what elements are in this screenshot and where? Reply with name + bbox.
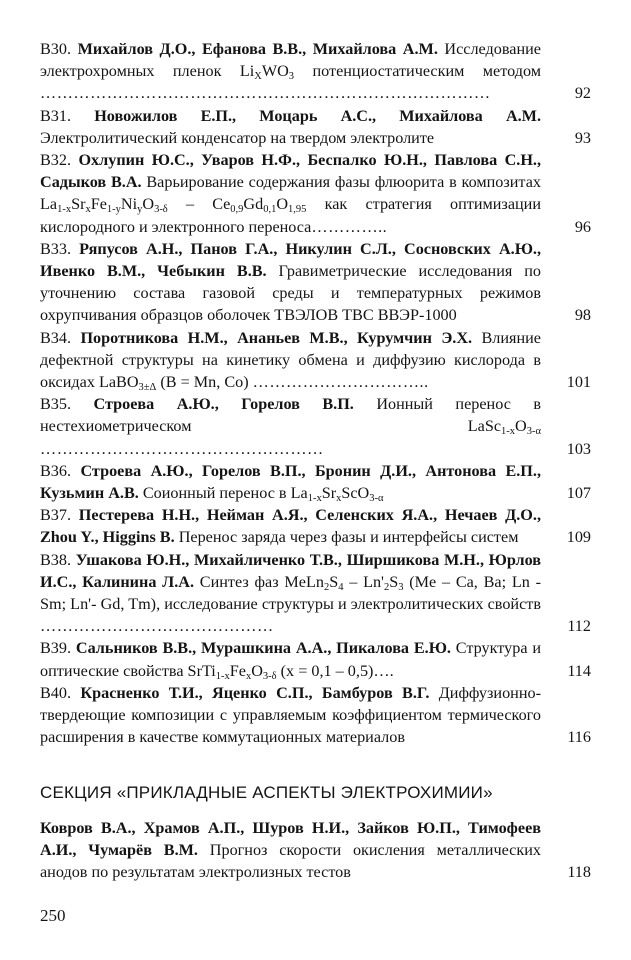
entry-title-part: Структура и оптические свойства SrTi <box>40 639 541 680</box>
entry-authors: Ушакова Ю.Н., Михайличенко Т.В., Ширшикова М.Н., Юрлов И.С., Калинина Л.А. <box>40 550 541 591</box>
entry-subscript: 1-x <box>57 204 72 216</box>
entry-title-part: Fe <box>229 661 246 680</box>
entry-title-part: (B = Mn, Co) <box>156 373 253 392</box>
entry-page: 92 <box>574 84 591 103</box>
entry-page: 114 <box>567 661 591 680</box>
entry-code: В40. <box>40 683 72 702</box>
entry-page: 118 <box>567 862 591 881</box>
entry-title-part: Влияние дефектной структуры на кинетику обмена и диффузию кислорода в оксидах LaBO <box>40 328 541 392</box>
entry-text <box>40 682 541 749</box>
entry-text <box>40 393 541 460</box>
entry-subscript: 3-α <box>369 493 384 505</box>
entry-title-part: O <box>515 417 527 436</box>
entry-title-part: Ni <box>120 195 138 214</box>
entry-text <box>40 105 541 149</box>
entry-subscript: 1,95 <box>288 204 307 216</box>
entry-text <box>40 327 541 394</box>
entry-title-part: Соионный перенос в La <box>138 484 308 503</box>
toc-entry <box>40 637 591 681</box>
entry-code: В32. <box>40 151 72 170</box>
entry-title-part: Гравиметрические исследования по уточнению состава газовой среды и температурных режимов охрупчивания образцов оболочек ТВЭЛОВ ТВС ВВЭР-1000 <box>40 262 542 325</box>
entry-title-part: Sr <box>71 195 86 214</box>
entry-authors: Строева А.Ю., Горелов В.П., Бронин Д.И., Антонова Е.П., Кузьмин А.В. <box>40 461 541 503</box>
entry-authors: Ковров В.А., Храмов А.П., Шуров Н.И., Зайков Ю.П., Тимофеев А.И., Чумарёв В.М. <box>40 818 541 859</box>
entry-text <box>40 637 541 681</box>
entry-title-part: (Me – Ca, Ba; Ln - Sm; Ln'- Gd, Tm), исследование структуры и электролитических свойств <box>40 572 541 614</box>
entry-authors: Поротникова Н.М., Ананьев М.В., Курумчин Э.Х. <box>80 328 473 347</box>
entry-subscript: 3 <box>288 71 295 83</box>
entry-title-part: Варьирование содержания фазы флюорита в композитах La <box>40 173 541 214</box>
entry-subscript: 4 <box>338 581 344 593</box>
toc-entry <box>40 149 591 238</box>
entry-code: В37. <box>40 506 72 525</box>
entry-code: В38. <box>40 550 72 569</box>
entry-page: 107 <box>566 484 591 503</box>
entry-leader-dots: ……………………………………………………………………… <box>40 84 491 103</box>
entry-title-part: Ионный перенос в нестехиометрическом LaSc <box>40 395 542 436</box>
entry-subscript: 1-x <box>307 493 322 505</box>
entry-code: В34. <box>40 328 72 347</box>
entry-title-part: Исследование электрохромных пленок Li <box>40 40 541 81</box>
entry-code: В30. <box>40 40 72 58</box>
entry-subscript: 3-δ <box>154 204 168 216</box>
entry-subscript: 2 <box>383 581 390 593</box>
entry-text <box>40 460 541 504</box>
entry-title-part: Электролитический конденсатор на твердом электролите <box>40 128 435 147</box>
entry-code: В36. <box>40 461 72 480</box>
entry-title-part: Перенос заряда через фазы и интерфейсы систем <box>174 528 519 547</box>
entry-text <box>40 504 541 548</box>
entry-title: Прогноз скорости окисления металлических анодов по результатам электролизных тестов <box>40 840 541 881</box>
entry-subscript: x <box>85 204 91 216</box>
entry-title-part: ScO <box>341 484 370 503</box>
entry-leader-dots: ………………………….. <box>252 373 429 392</box>
entry-subscript: 3 <box>398 581 404 593</box>
entry-code: В35. <box>40 395 72 414</box>
entry-title-part: Синтез фаз MeLn <box>194 572 324 591</box>
section-heading: СЕКЦИЯ «ПРИКЛАДНЫЕ АСПЕКТЫ ЭЛЕКТРОХИМИИ» <box>40 782 493 802</box>
entry-title-part: потенциостатическим методом <box>294 62 541 81</box>
entry-title-part: O <box>251 661 263 680</box>
entry-authors: Новожилов Е.П., Моцарь А.С., Михайлова А.М. <box>94 106 542 125</box>
toc-entry <box>40 327 591 394</box>
entry-leader-dots: …………………………………………… <box>40 439 324 458</box>
entry-subscript: 3±Δ <box>138 382 157 394</box>
entry-title-part: S <box>329 572 339 591</box>
entry-authors: Строева А.Ю., Горелов В.П. <box>93 395 354 414</box>
table-of-contents <box>40 38 591 883</box>
entry-title-part: – Ln' <box>343 572 384 591</box>
entry-subscript: 1-x <box>501 426 516 438</box>
entry-page: 112 <box>567 617 591 636</box>
toc-entry <box>40 549 591 638</box>
entry-title-part: S <box>389 572 399 591</box>
entry-text <box>40 549 541 638</box>
final-entry <box>40 817 591 884</box>
entry-subscript: 0,1 <box>263 204 277 216</box>
entry-subscript: 3-δ <box>262 670 277 682</box>
entry-authors: Пестерева Н.Н., Нейман А.Я., Селенских Я.А., Нечаев Д.О., Zhou Y., Higgins B. <box>40 506 541 547</box>
entry-page: 96 <box>574 217 591 236</box>
entry-title-part: Fe <box>90 195 107 214</box>
entry-title-part: WO <box>261 62 289 81</box>
entry-title-part: Диффузионно-твердеющие композиции с управляемым коэффициентом термического расширения в качестве коммутационных материалов <box>40 683 541 747</box>
entry-page: 109 <box>566 528 591 547</box>
toc-entry <box>40 105 591 149</box>
entry-subscript: X <box>254 71 262 83</box>
entry-text <box>40 149 541 238</box>
toc-entry <box>40 504 591 548</box>
entry-title-part: Sr <box>321 484 337 503</box>
toc-entry <box>40 38 591 105</box>
entry-title-part: как стратегия оптимизации кислородного и электронного переноса <box>40 195 542 236</box>
toc-entry <box>40 460 591 504</box>
entry-title-part: O <box>142 195 155 214</box>
entry-title-part: O <box>276 195 289 214</box>
entry-authors: Красненко Т.И., Яценко С.П., Бамбуров В.Г. <box>80 683 430 702</box>
toc-entry <box>40 682 591 749</box>
entry-code: В39. <box>40 639 72 658</box>
entry-list <box>40 38 591 749</box>
entry-subscript: 1-x <box>215 670 230 682</box>
entry-text <box>40 38 541 105</box>
entry-code: В33. <box>40 239 72 258</box>
entry-text <box>40 238 541 327</box>
entry-subscript: 3-α <box>526 426 541 438</box>
entry-text <box>40 817 541 884</box>
entry-subscript: x <box>245 670 252 682</box>
entry-page: 98 <box>574 306 591 325</box>
entry-page: 93 <box>574 128 591 147</box>
entry-authors: Сальников В.В., Мурашкина А.А., Пикалова Е.Ю. <box>75 639 451 658</box>
entry-page: 116 <box>567 728 591 747</box>
entry-authors: Михайлов Д.О., Ефанова В.В., Михайлова А.М. <box>77 40 438 58</box>
toc-entry <box>40 393 591 460</box>
entry-leader-dots: …………………………………… <box>40 617 274 636</box>
entry-subscript: 2 <box>323 581 330 593</box>
entry-title-part: – Ce <box>167 195 231 214</box>
toc-entry <box>40 238 591 327</box>
entry-title-part: (x = 0,1 – 0,5)…. <box>276 661 394 680</box>
entry-code: В31. <box>40 106 72 125</box>
entry-subscript: 0,9 <box>230 204 244 216</box>
entry-authors: Ряпусов А.Н., Панов Г.А., Никулин С.Л., Сосновских А.Ю., Ивенко В.М., Чебыкин В.В. <box>40 239 542 281</box>
entry-subscript: 1-y <box>106 204 121 216</box>
entry-page: 101 <box>566 373 591 392</box>
entry-subscript: x <box>336 493 342 505</box>
page-number: 250 <box>40 906 66 925</box>
entry-subscript: y <box>137 204 143 216</box>
entry-leader-dots: ………….. <box>311 217 388 236</box>
entry-title-part: Gd <box>243 195 264 214</box>
entry-page: 103 <box>566 439 591 458</box>
entry-authors: Охлупин Ю.С., Уваров Н.Ф., Беспалко Ю.Н., Павлова С.Н., Садыков В.А. <box>40 151 542 192</box>
